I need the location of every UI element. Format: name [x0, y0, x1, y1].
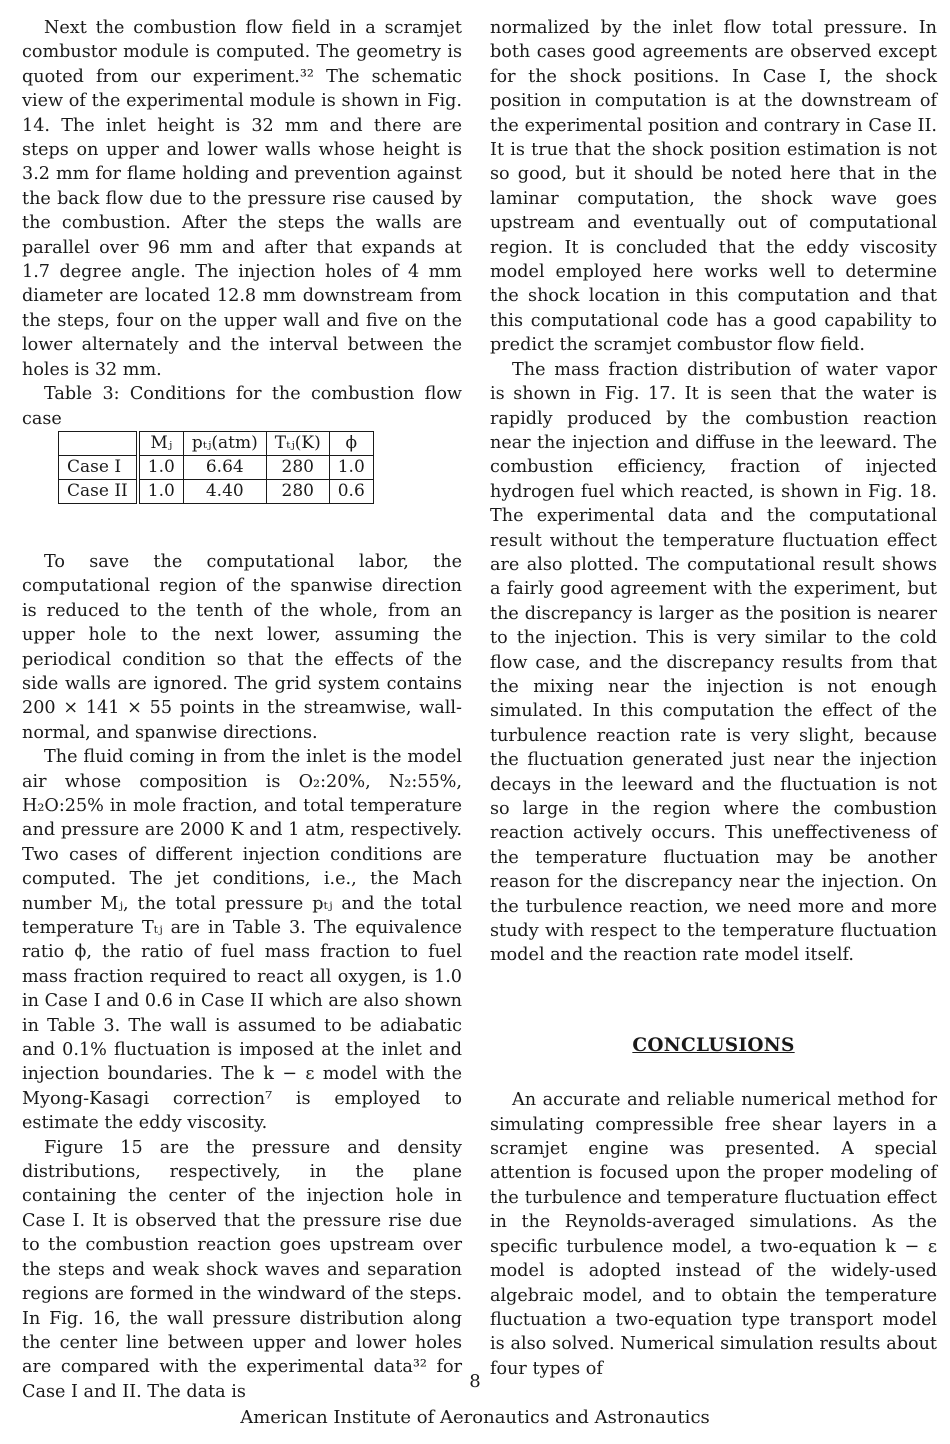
table-header-cell: Tₜⱼ(K) [266, 431, 329, 455]
body-paragraph: Next the combustion flow field in a scramjet combustor module is computed. The geometry is quoted from our experiment.³² The schematic view of the experimental module is shown in Fig. 14. The inlet height is 32 mm and there are steps on upper and lower walls whose height is 3.2 mm for flame holding and prevention against the back flow due to the pressure rise caused by the combustion. After the steps the walls are parallel over 96 mm and after that expands at 1.7 degree angle. The injection holes of 4 mm diameter are located 12.8 mm downstream from the steps, four on the upper wall and five on the lower alternately and the interval between the holes is 32 mm. [22, 18, 462, 380]
page-number: 8 [469, 1371, 481, 1392]
table-header-cell [59, 431, 138, 455]
section-heading: CONCLUSIONS [632, 1034, 795, 1056]
table-cell: 4.40 [183, 479, 266, 503]
table-header-row [59, 431, 374, 455]
table-cell: 1.0 [329, 455, 373, 479]
body-paragraph: To save the computational labor, the computational region of the spanwise direction is reduced to the tenth of the whole, from an upper hole to the next lower, assuming the periodical condition so that the effects of the side walls are ignored. The grid system contains 200 × 141 × 55 points in the streamwise, wall-normal, and spanwise directions. [22, 551, 462, 743]
conditions-table [58, 431, 374, 504]
table-cell: 1.0 [138, 479, 184, 503]
table-header-cell: pₜⱼ(atm) [183, 431, 266, 455]
left-column [22, 16, 462, 1404]
table-cell: 6.64 [183, 455, 266, 479]
page-footer: American Institute of Aeronautics and Astronautics [240, 1407, 710, 1428]
right-column [490, 16, 937, 1381]
body-paragraph: normalized by the inlet flow total pressure. In both cases good agreements are observed except for the shock positions. In Case I, the shock position in computation is at the downstream of the experimental position and contrary in Case II. It is true that the shock position estimation is not so good, but it should be noted here that in the laminar computation, the shock wave goes upstream and eventually out of computational region. It is concluded that the eddy viscosity model employed here works well to determine the shock location in this computation and that this computational code has a good capability to predict the scramjet combustor flow field. [490, 18, 937, 356]
table-row-label: Case II [59, 479, 138, 503]
body-paragraph: The mass fraction distribution of water vapor is shown in Fig. 17. It is seen that the water is rapidly produced by the combustion reaction near the injection and diffuse in the leeward. The combustion efficiency, fraction of injected hydrogen fuel which reacted, is shown in Fig. 18. The experimental data and the computational result without the temperature fluctuation effect are also plotted. The computational result shows a fairly good agreement with the experiment, but the discrepancy is larger as the position is nearer to the injection. This is very similar to the cold flow case, and the discrepancy results from that the mixing near the injection is not enough simulated. In this computation the effect of the turbulence reaction rate is very slight, because the fluctuation generated just near the injection decays in the leeward and the fluctuation is not so large in the region where the combustion reaction actively occurs. This uneffectiveness of the temperature fluctuation may be another reason for the discrepancy near the injection. On the turbulence reaction, we need more and more study with respect to the temperature fluctuation model and the reaction rate model itself. [490, 359, 937, 966]
table-cell: 280 [266, 479, 329, 503]
table-header-cell: ϕ [329, 431, 373, 455]
table-row [59, 455, 374, 479]
table-row-label: Case I [59, 455, 138, 479]
table-header-cell: Mⱼ [138, 431, 184, 455]
table-caption: Table 3: Conditions for the combustion flow case [22, 384, 462, 429]
body-paragraph: Figure 15 are the pressure and density distributions, respectively, in the plane containing the center of the injection hole in Case I. It is observed that the pressure rise due to the combustion reaction goes upstream over the steps and weak shock waves and separation regions are formed in the windward of the steps. In Fig. 16, the wall pressure distribution along the center line between upper and lower holes are compared with the experimental data³² for Case I and II. The data is [22, 1137, 462, 1402]
body-paragraph: The fluid coming in from the inlet is the model air whose composition is O₂:20%, N₂:55%, H₂O:25% in mole fraction, and total temperature and pressure are 2000 K and 1 atm, respectively. Two cases of different injection conditions are computed. The jet conditions, i.e., the Mach number Mⱼ, the total pressure pₜⱼ and the total temperature Tₜⱼ are in Table 3. The equivalence ratio ϕ, the ratio of fuel mass fraction to fuel mass fraction required to react all oxygen, is 1.0 in Case I and 0.6 in Case II which are also shown in Table 3. The wall is assumed to be adiabatic and 0.1% fluctuation is imposed at the inlet and injection boundaries. The k − ε model with the Myong-Kasagi correction⁷ is employed to estimate the eddy viscosity. [22, 747, 462, 1134]
table-cell: 0.6 [329, 479, 373, 503]
body-paragraph: An accurate and reliable numerical method for simulating compressible free shear layers in a scramjet engine was presented. A special attention is focused upon the proper modeling of the turbulence and temperature fluctuation effect in the Reynolds-averaged simulations. As the specific turbulence model, a two-equation k − ε model is adopted instead of the widely-used algebraic model, and to obtain the temperature fluctuation a two-equation type transport model is also solved. Numerical simulation results about four types of [490, 1090, 937, 1379]
table-cell: 280 [266, 455, 329, 479]
table-cell: 1.0 [138, 455, 184, 479]
table-row [59, 479, 374, 503]
